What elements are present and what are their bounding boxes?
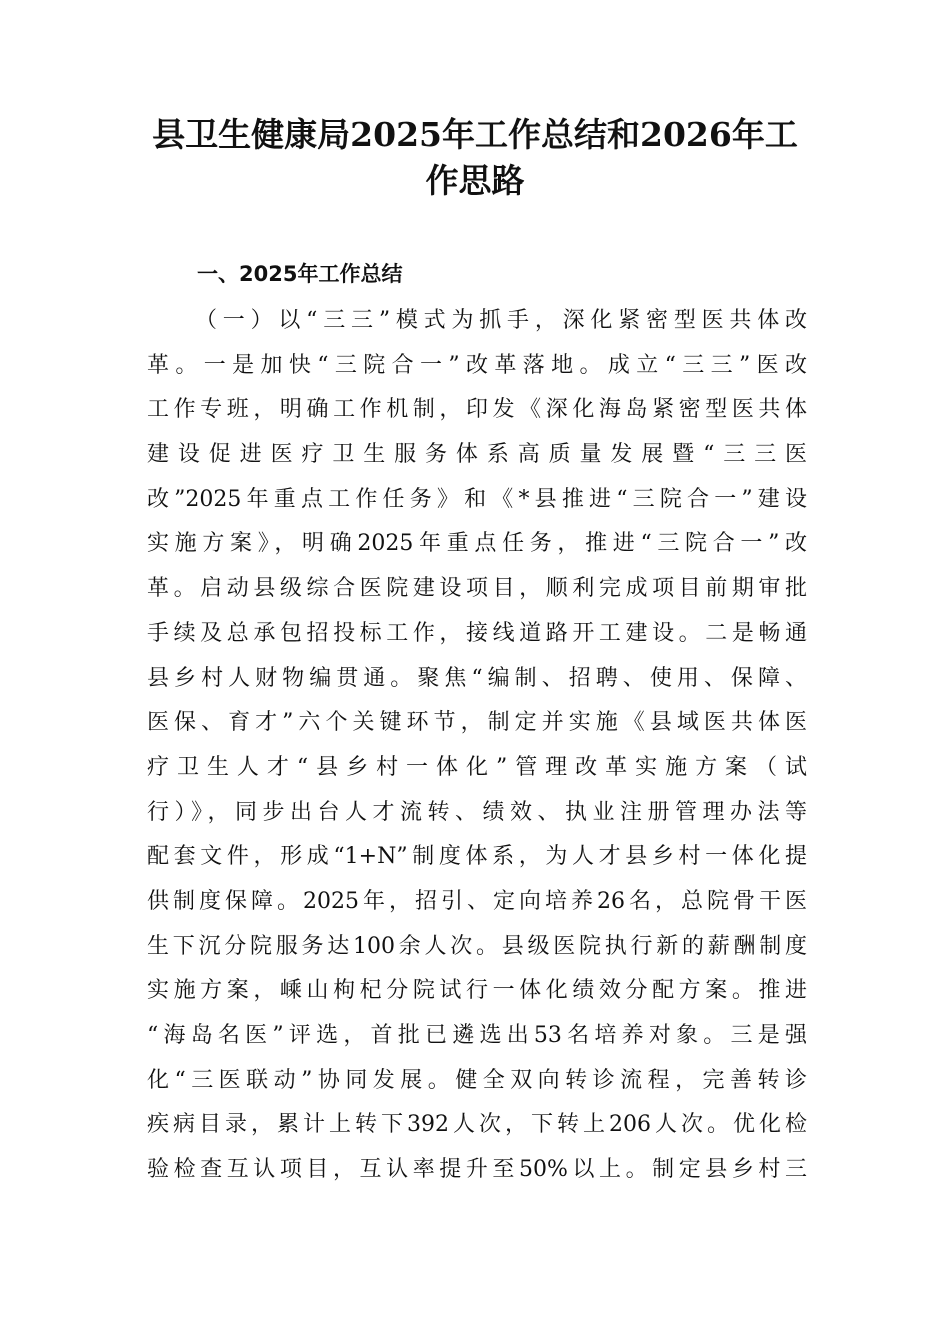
paragraph-section-1 xyxy=(147,299,807,1193)
paragraph-line: 配套文件，形成“1+N”制度体系，为人才县乡村一体化提 xyxy=(147,844,807,870)
paragraph-line: “海岛名医”评选，首批已遴选出53名培养对象。三是强 xyxy=(147,1023,807,1048)
paragraph-line: 革。启动县级综合医院建设项目，顺利完成项目前期审批 xyxy=(147,576,807,602)
paragraph-line: 疾病目录，累计上转下392人次，下转上206人次。优化检 xyxy=(147,1112,807,1138)
paragraph-line: 医保、育才”六个关键环节，制定并实施《县域医共体医 xyxy=(147,710,807,736)
paragraph-line: 供制度保障。2025年，招引、定向培养26名，总院骨干医 xyxy=(147,888,807,914)
title-line-2: 作思路 xyxy=(425,161,525,200)
paragraph-line: 改”2025年重点工作任务》和《*县推进“三院合一”建设 xyxy=(147,486,807,512)
paragraph-line: 疗卫生人才“县乡村一体化”管理改革实施方案（试 xyxy=(147,754,807,780)
paragraph-line: 建设促进医疗卫生服务体系高质量发展暨“三三医 xyxy=(147,442,807,468)
paragraph-line: 实施方案》，明确2025年重点任务，推进“三院合一”改 xyxy=(147,531,807,557)
paragraph-line: 行）》，同步出台人才流转、绩效、执业注册管理办法等 xyxy=(147,799,807,825)
title-line-1: 县卫生健康局2025年工作总结和2026年工 xyxy=(152,115,798,154)
section-heading-work-summary: 一、2025年工作总结 xyxy=(197,262,403,286)
paragraph-line: 县乡村人财物编贯通。聚焦“编制、招聘、使用、保障、 xyxy=(147,665,807,691)
paragraph-line: 生下沉分院服务达100余人次。县级医院执行新的薪酬制度 xyxy=(147,933,807,959)
paragraph-line: 手续及总承包招投标工作，接线道路开工建设。二是畅通 xyxy=(147,620,807,646)
paragraph-line: 工作专班，明确工作机制，印发《深化海岛紧密型医共体 xyxy=(147,397,807,423)
paragraph-line: 实施方案，嵊山枸杞分院试行一体化绩效分配方案。推进 xyxy=(147,978,807,1004)
document-title xyxy=(140,112,810,204)
paragraph-line: 革。一是加快“三院合一”改革落地。成立“三三”医改 xyxy=(147,352,807,378)
paragraph-line: 验检查互认项目，互认率提升至50%以上。制定县乡村三 xyxy=(147,1157,807,1183)
paragraph-line: 化“三医联动”协同发展。健全双向转诊流程，完善转诊 xyxy=(147,1067,807,1093)
paragraph-line: （一）以“三三”模式为抓手，深化紧密型医共体改 xyxy=(195,308,807,333)
